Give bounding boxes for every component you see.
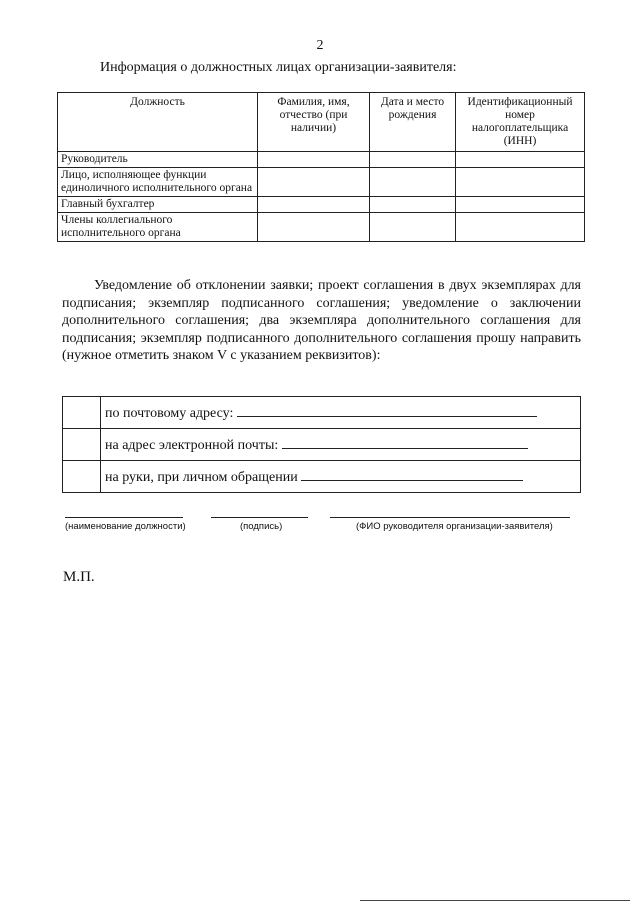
birth-cell[interactable] (370, 168, 456, 197)
email-address-field[interactable] (282, 436, 528, 449)
table-row (58, 197, 585, 213)
postal-address-field[interactable] (237, 404, 537, 417)
email-label: на адрес электронной почты: (105, 437, 279, 453)
delivery-option-row (63, 429, 581, 461)
postal-checkbox[interactable] (63, 397, 101, 429)
in-person-checkbox[interactable] (63, 461, 101, 493)
position-caption: (наименование должности) (65, 521, 186, 532)
officials-table (57, 92, 585, 242)
stamp-placeholder: М.П. (63, 569, 95, 585)
birth-cell[interactable] (370, 197, 456, 213)
postal-label: по почтовому адресу: (105, 405, 234, 421)
postal-option (101, 397, 581, 429)
header-inn: Идентификационный номер налогоплательщика (ИНН) (456, 93, 585, 152)
delivery-options-table (62, 396, 581, 493)
email-option (101, 429, 581, 461)
position-line[interactable] (65, 517, 183, 518)
row-role: Члены коллегиального исполнительного органа (58, 213, 258, 242)
row-role: Руководитель (58, 152, 258, 168)
row-role: Лицо, исполняющее функции единоличного исполнительного органа (58, 168, 258, 197)
birth-cell[interactable] (370, 152, 456, 168)
table-row (58, 213, 585, 242)
footer-divider (360, 900, 630, 901)
section-heading: Информация о должностных лицах организации-заявителя: (100, 60, 457, 75)
inn-cell[interactable] (456, 197, 585, 213)
full-name-cell[interactable] (258, 168, 370, 197)
in-person-field[interactable] (301, 468, 523, 481)
in-person-option (101, 461, 581, 493)
delivery-option-row (63, 397, 581, 429)
inn-cell[interactable] (456, 168, 585, 197)
full-name-cell[interactable] (258, 152, 370, 168)
header-birth: Дата и место рождения (370, 93, 456, 152)
header-position: Должность (58, 93, 258, 152)
full-name-cell[interactable] (258, 213, 370, 242)
inn-cell[interactable] (456, 152, 585, 168)
table-row (58, 168, 585, 197)
inn-cell[interactable] (456, 213, 585, 242)
birth-cell[interactable] (370, 213, 456, 242)
officials-header-row (58, 93, 585, 152)
signature-line[interactable] (211, 517, 308, 518)
full-name-cell[interactable] (258, 197, 370, 213)
name-line[interactable] (330, 517, 570, 518)
row-role: Главный бухгалтер (58, 197, 258, 213)
in-person-label: на руки, при личном обращении (105, 469, 298, 485)
page-number: 2 (316, 38, 324, 53)
table-row (58, 152, 585, 168)
delivery-instructions: Уведомление об отклонении заявки; проект соглашения в двух экземплярах для подписания; экземпляр подписанного соглашения; уведомление о заключении дополнительного соглашения; два экземпляра дополнительного соглашения для подписания; экземпляр подписанного дополнительного соглашения прошу направить (нужное отметить знаком V с указанием реквизитов): (62, 278, 581, 363)
name-caption: (ФИО руководителя организации-заявителя) (356, 521, 553, 532)
header-full-name: Фамилия, имя, отчество (при наличии) (258, 93, 370, 152)
email-checkbox[interactable] (63, 429, 101, 461)
signature-caption: (подпись) (240, 521, 283, 532)
delivery-option-row (63, 461, 581, 493)
